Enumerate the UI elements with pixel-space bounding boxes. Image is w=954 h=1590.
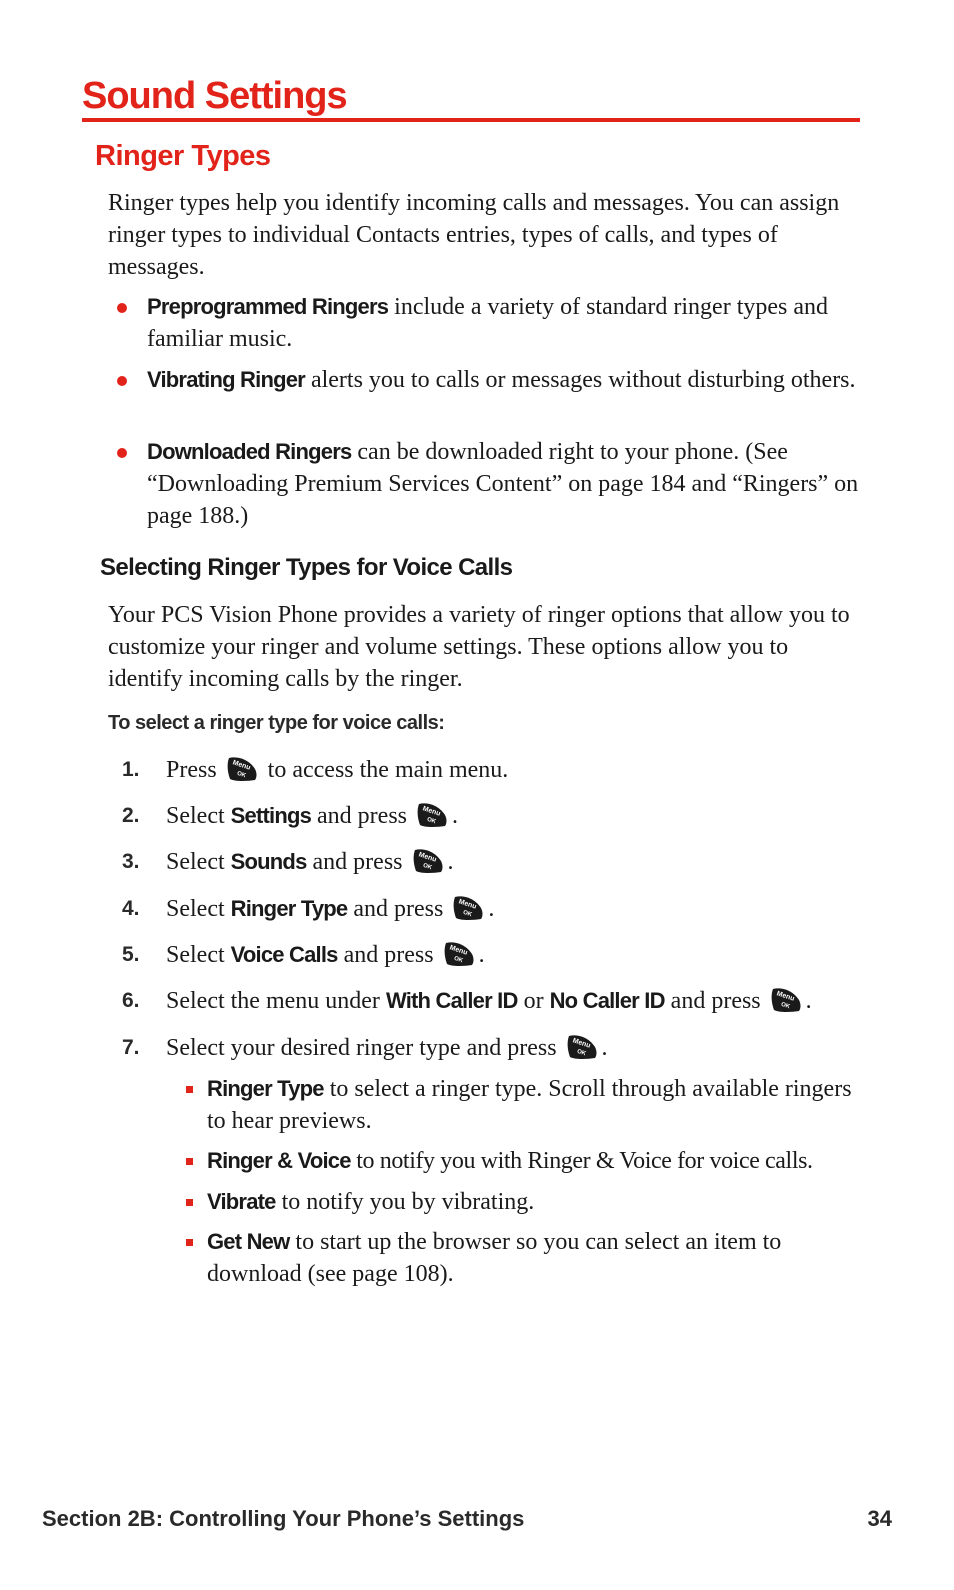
svg-text:Menu: Menu xyxy=(448,944,468,957)
bullet-text: include a variety of standard ringer types and familiar music. xyxy=(147,294,829,352)
step-term: Ringer Type xyxy=(230,896,348,921)
menu-ok-key-icon xyxy=(566,1033,599,1061)
red-square-icon xyxy=(186,1158,193,1165)
step-number: 2. xyxy=(122,804,140,827)
step-item xyxy=(122,800,866,832)
red-square-icon xyxy=(186,1239,193,1246)
step-text: . xyxy=(452,803,459,829)
procedure-title: To select a ringer type for voice calls: xyxy=(108,712,445,734)
bullet-text: can be downloaded right to your phone. (See “Downloading Premium Services Content” on page 184 and “Ringers” on page 188.) xyxy=(147,439,859,529)
menu-ok-key-icon xyxy=(416,801,449,829)
svg-text:OK: OK xyxy=(779,1001,791,1011)
bullet-term: Preprogrammed Ringers xyxy=(147,294,389,319)
svg-text:OK: OK xyxy=(426,816,437,826)
step-number: 5. xyxy=(122,943,140,966)
step-text: . xyxy=(478,942,485,968)
step-item xyxy=(122,893,866,925)
step-text: Select xyxy=(166,803,231,829)
step-term: Voice Calls xyxy=(230,942,338,967)
option-term: Ringer Type xyxy=(207,1076,324,1101)
subheading: Selecting Ringer Types for Voice Calls xyxy=(100,554,513,581)
svg-text:Menu: Menu xyxy=(775,990,795,1003)
step-item xyxy=(122,985,866,1017)
option-item xyxy=(207,1226,867,1290)
step-text: and press xyxy=(337,942,440,968)
option-term: Get New xyxy=(207,1229,290,1254)
red-dot-icon xyxy=(117,303,127,313)
menu-ok-key-icon xyxy=(770,986,803,1014)
menu-ok-key-icon xyxy=(452,894,485,922)
step-text: Select your desired ringer type and press xyxy=(166,1035,563,1061)
sub-intro-text: Your PCS Vision Phone provides a variety of ringer options that allow you to customize your ringer and volume settings. These options allow you to identify incoming calls by the ringer. xyxy=(108,602,850,692)
option-item xyxy=(207,1186,867,1218)
step-item xyxy=(122,754,866,786)
red-dot-icon xyxy=(117,376,127,386)
svg-text:OK: OK xyxy=(452,955,464,965)
step-text: Press xyxy=(166,757,223,783)
step-item xyxy=(122,939,866,971)
svg-text:OK: OK xyxy=(575,1048,587,1058)
svg-text:Menu: Menu xyxy=(421,805,442,818)
bullet-item xyxy=(147,436,867,532)
bullet-text: alerts you to calls or messages without disturbing others. xyxy=(304,367,856,393)
svg-text:Menu: Menu xyxy=(231,759,251,772)
step-text: and press xyxy=(311,803,414,829)
menu-ok-key-icon xyxy=(226,755,259,783)
intro-text: Ringer types help you identify incoming calls and messages. You can assign ringer types to individual Contacts entries, types of calls, and types of messages. xyxy=(108,190,840,280)
svg-text:OK: OK xyxy=(421,862,433,872)
step-text: Select the menu under xyxy=(166,988,386,1014)
title-rule xyxy=(82,118,860,122)
option-text: to notify you with Ringer & Voice for voice calls. xyxy=(350,1148,813,1174)
red-square-icon xyxy=(186,1086,193,1093)
step-text: . xyxy=(447,849,454,875)
step-number: 4. xyxy=(122,897,140,920)
svg-text:Menu: Menu xyxy=(417,851,437,864)
step-text: . xyxy=(488,896,495,922)
step-text: Select xyxy=(166,942,231,968)
red-square-icon xyxy=(186,1199,193,1206)
step-item xyxy=(122,1032,866,1064)
step-text: or xyxy=(517,988,550,1014)
option-term: Ringer & Voice xyxy=(207,1148,351,1173)
intro-paragraph xyxy=(108,187,868,283)
svg-text:Menu: Menu xyxy=(458,898,478,911)
bullet-term: Vibrating Ringer xyxy=(147,367,305,392)
bullet-item xyxy=(147,364,867,396)
sub-intro-paragraph xyxy=(108,599,868,695)
svg-text:OK: OK xyxy=(462,909,473,919)
step-text: . xyxy=(805,988,812,1014)
bullet-item xyxy=(147,291,867,355)
step-text: and press xyxy=(664,988,767,1014)
step-number: 7. xyxy=(122,1036,140,1059)
step-text: and press xyxy=(306,849,409,875)
page-footer xyxy=(42,1502,892,1536)
step-number: 3. xyxy=(122,850,140,873)
step-number: 1. xyxy=(122,758,140,781)
step-term: Sounds xyxy=(230,849,307,874)
step-text: Select xyxy=(166,896,231,922)
svg-text:OK: OK xyxy=(235,770,247,780)
page-number: 34 xyxy=(867,1506,892,1531)
step-number: 6. xyxy=(122,989,140,1012)
footer-section: Section 2B: Controlling Your Phone’s Settings xyxy=(42,1506,525,1531)
step-text: and press xyxy=(347,896,450,922)
step-term: With Caller ID xyxy=(385,988,518,1013)
option-item xyxy=(207,1145,867,1177)
option-text: to notify you by vibrating. xyxy=(275,1189,535,1215)
svg-text:Menu: Menu xyxy=(571,1037,591,1050)
option-item xyxy=(207,1073,867,1137)
red-dot-icon xyxy=(117,448,127,458)
step-term: Settings xyxy=(230,803,312,828)
step-text: to access the main menu. xyxy=(261,757,509,783)
option-text: to start up the browser so you can select an item to download (see page 108). xyxy=(207,1229,782,1287)
menu-ok-key-icon xyxy=(443,940,476,968)
step-text: Select xyxy=(166,849,231,875)
option-term: Vibrate xyxy=(207,1189,276,1214)
bullet-term: Downloaded Ringers xyxy=(147,439,352,464)
option-text: to select a ringer type. Scroll through available ringers to hear previews. xyxy=(207,1076,852,1134)
step-term: No Caller ID xyxy=(549,988,665,1013)
menu-ok-key-icon xyxy=(412,847,445,875)
section-title: Sound Settings xyxy=(82,75,347,117)
heading-ringer-types: Ringer Types xyxy=(95,140,271,172)
step-item xyxy=(122,846,866,878)
step-text: . xyxy=(601,1035,608,1061)
